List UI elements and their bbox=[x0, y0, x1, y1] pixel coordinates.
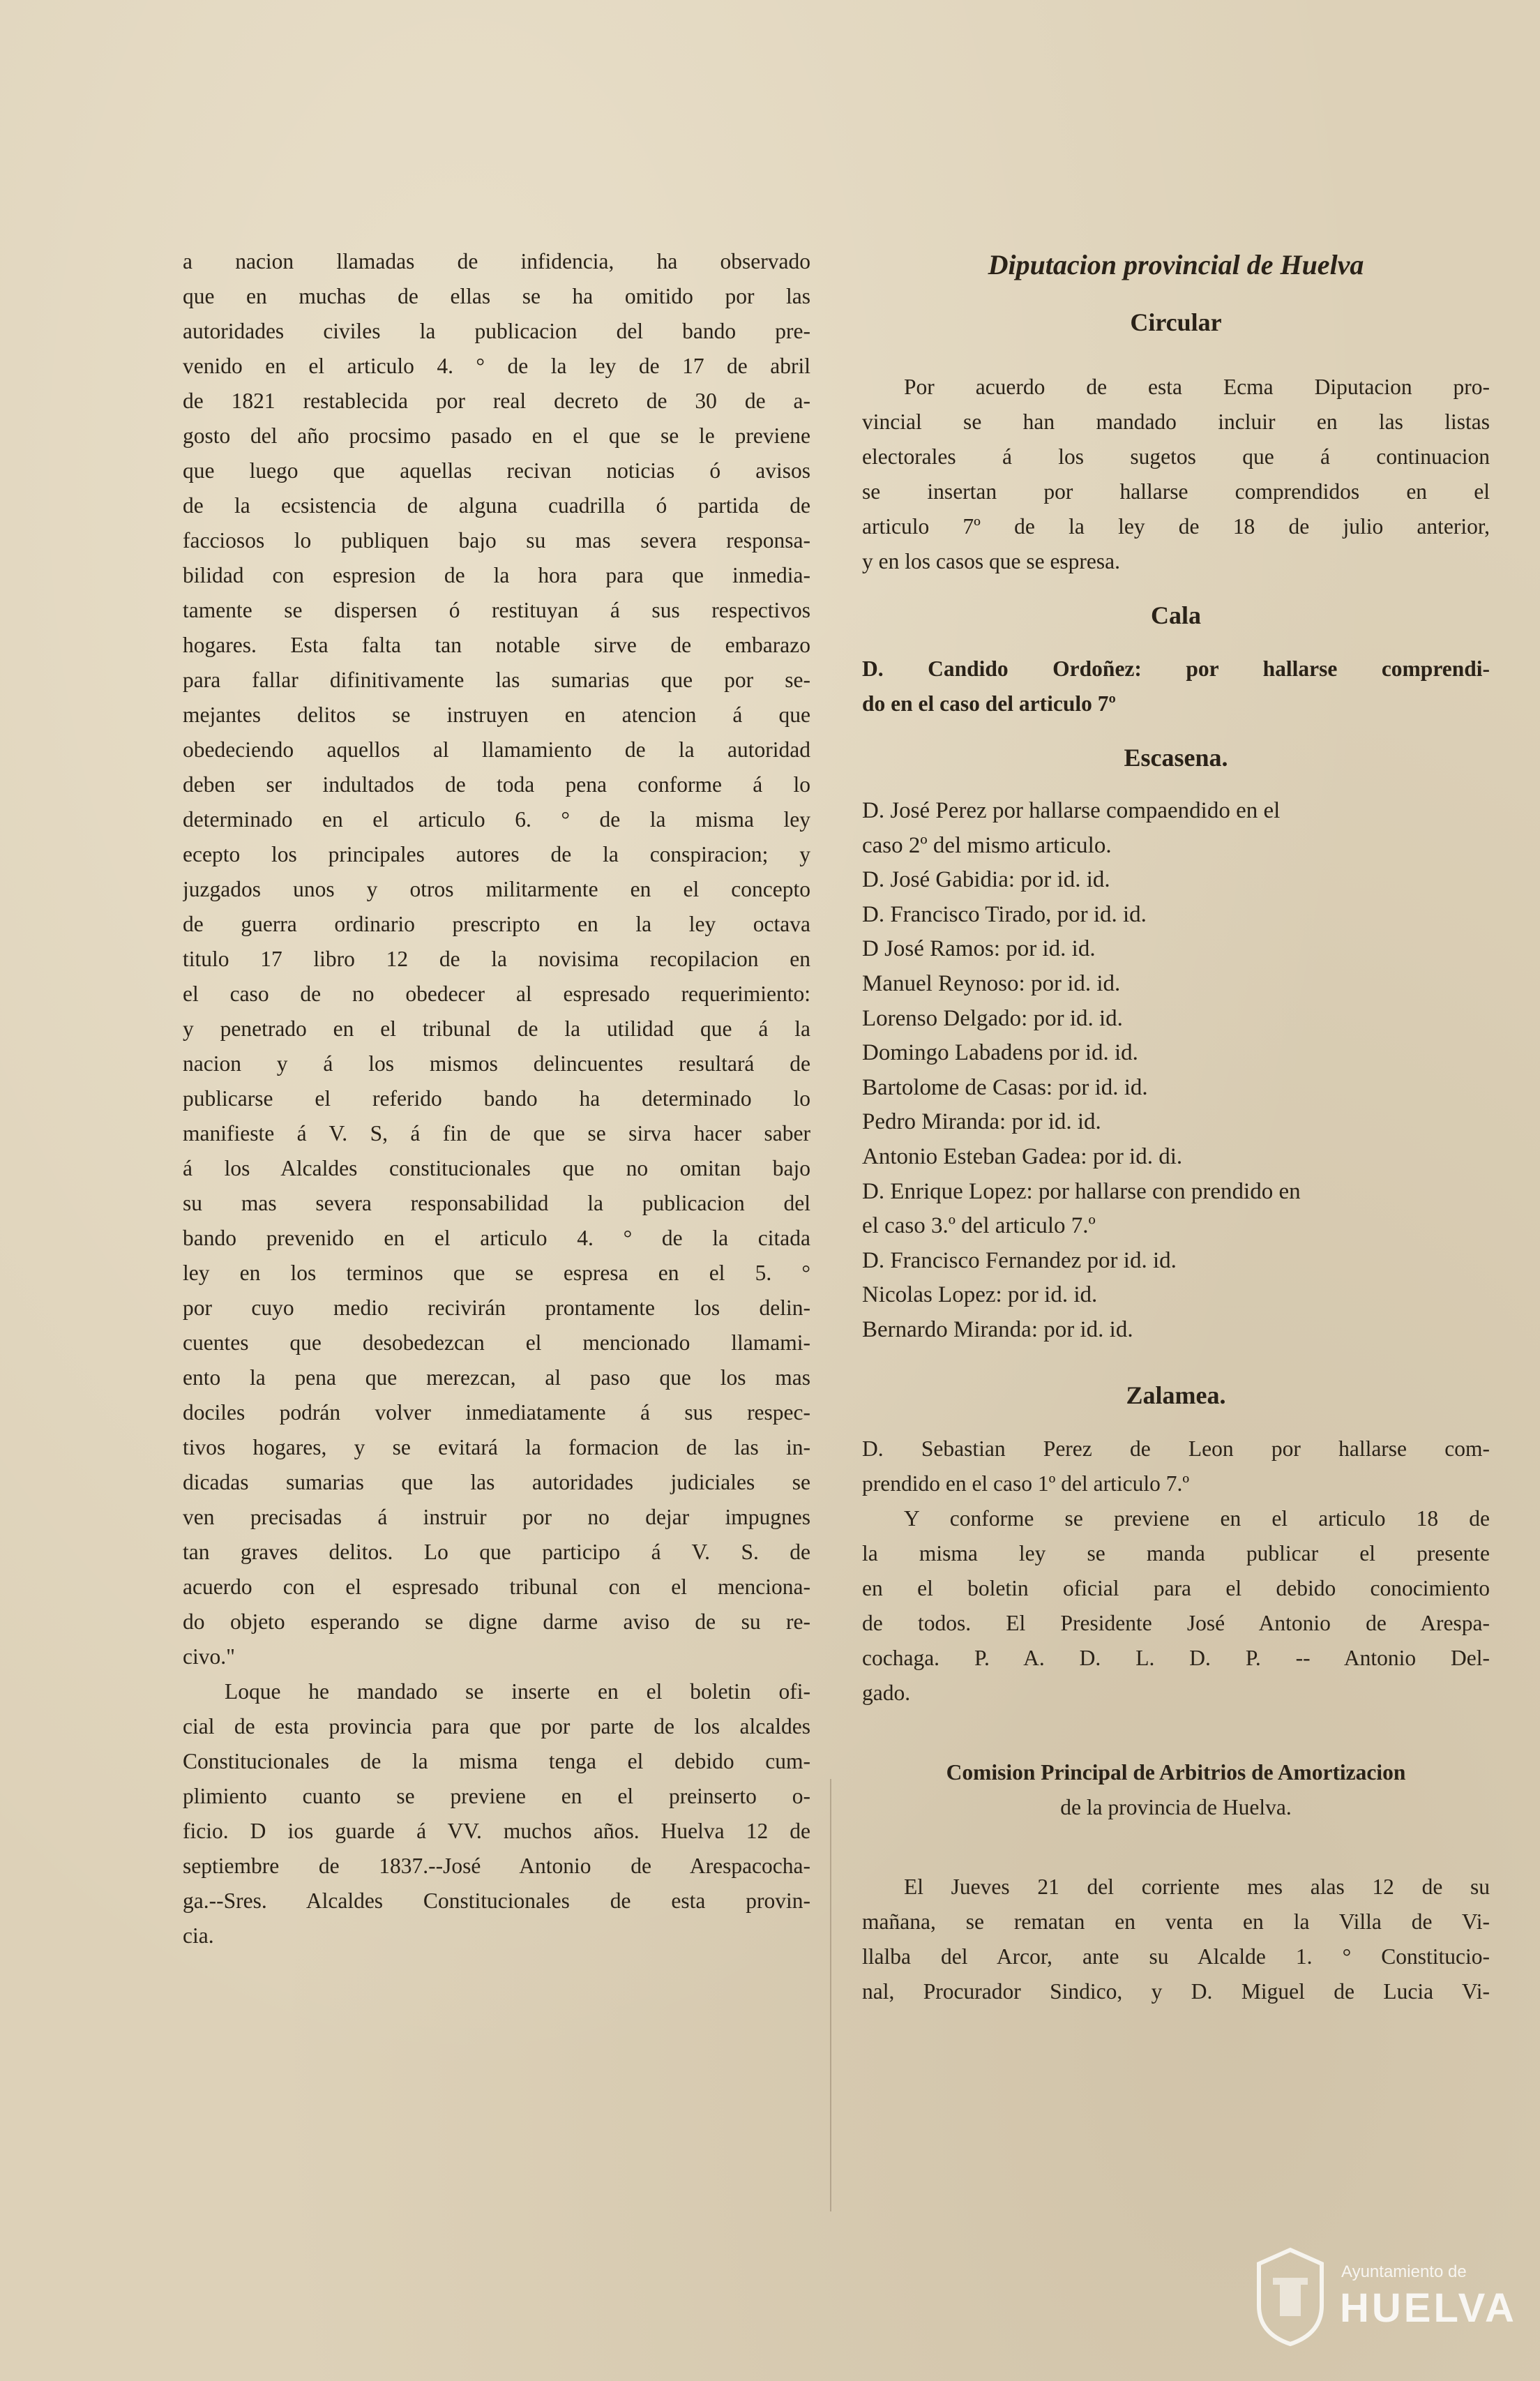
list-item: Antonio Esteban Gadea: por id. di. bbox=[862, 1143, 1183, 1169]
text-line: y en los casos que se espresa. bbox=[862, 549, 1121, 573]
list-item: D. José Perez por hallarse compaendido en el bbox=[862, 798, 1281, 823]
text-line: vincial se han mandado incluir en las listas bbox=[862, 410, 1490, 434]
text-line: do objeto esperando se digne darme aviso de su re- bbox=[183, 1609, 810, 1634]
section-heading-zalamea: Zalamea. bbox=[1126, 1381, 1226, 1409]
text-line: tamente se dispersen ó restituyan á sus respectivos bbox=[183, 598, 810, 622]
column-divider bbox=[830, 1779, 831, 2211]
list-item: Pedro Miranda: por id. id. bbox=[862, 1109, 1101, 1135]
section-heading-comision: Comision Principal de Arbitrios de Amortizacion bbox=[946, 1759, 1406, 1785]
watermark-big-text: HUELVA bbox=[1340, 2285, 1517, 2331]
text-line: que en muchas de ellas se ha omitido por las bbox=[183, 284, 810, 308]
text-line: autoridades civiles la publicacion del bando pre- bbox=[183, 319, 810, 343]
text-line: dociles podrán volver inmediatamente á sus respec- bbox=[183, 1400, 810, 1425]
section-title: Diputacion provincial de Huelva bbox=[988, 249, 1364, 280]
text-line: su mas severa responsabilidad la publicacion del bbox=[183, 1191, 810, 1215]
text-line: á los Alcaldes constitucionales que no omitan bajo bbox=[183, 1156, 810, 1180]
text-line: el caso de no obedecer al espresado requerimiento: bbox=[183, 982, 810, 1006]
text-line: cuentes que desobedezcan el mencionado llamami- bbox=[183, 1330, 810, 1355]
list-item: Domingo Labadens por id. id. bbox=[862, 1040, 1138, 1066]
list-item: Manuel Reynoso: por id. id. bbox=[862, 970, 1121, 996]
text-line: ven precisadas á instruir por no dejar impugnes bbox=[183, 1505, 810, 1529]
text-line: cochaga. P. A. D. L. D. P. -- Antonio Del- bbox=[862, 1645, 1490, 1670]
text-line: articulo 7º de la ley de 18 de julio anterior, bbox=[862, 514, 1490, 539]
text-line: titulo 17 libro 12 de la novisima recopilacion en bbox=[183, 947, 810, 971]
text-line: cial de esta provincia para que por parte de los alcaldes bbox=[183, 1714, 810, 1738]
text-line: de todos. El Presidente José Antonio de Arespa- bbox=[862, 1610, 1490, 1635]
text-line: que luego que aquellas recivan noticias ó avisos bbox=[183, 458, 810, 483]
text-line: plimiento cuanto se previene en el preinserto o- bbox=[183, 1784, 810, 1808]
text-line: de la ecsistencia de alguna cuadrilla ó partida de bbox=[183, 493, 810, 518]
text-line: ento la pena que merezcan, al paso que los mas bbox=[183, 1365, 810, 1390]
text-line: nal, Procurador Sindico, y D. Miguel de Lucia Vi- bbox=[862, 1978, 1490, 2004]
right-column bbox=[862, 244, 1490, 2009]
text-line: publicarse el referido bando ha determinado lo bbox=[183, 1086, 810, 1111]
text-line: ga.--Sres. Alcaldes Constitucionales de esta provin- bbox=[183, 1888, 810, 1913]
text-line: de guerra ordinario prescripto en la ley octava bbox=[183, 912, 810, 936]
section-heading-circular: Circular bbox=[1130, 308, 1222, 336]
section-heading-comision-sub: de la provincia de Huelva. bbox=[1060, 1794, 1292, 1819]
list-item: Lorenso Delgado: por id. id. bbox=[862, 1005, 1123, 1031]
text-line: civo." bbox=[183, 1644, 235, 1669]
list-item: D. Enrique Lopez: por hallarse con prendido en bbox=[862, 1178, 1301, 1204]
list-item: Nicolas Lopez: por id. id. bbox=[862, 1282, 1098, 1308]
text-line: nacion y á los mismos delincuentes resultará de bbox=[183, 1051, 810, 1076]
text-line: bilidad con espresion de la hora para que inmedia- bbox=[183, 563, 810, 587]
text-line: acuerdo con el espresado tribunal con el menciona- bbox=[183, 1575, 810, 1599]
text-line: llalba del Arcor, ante su Alcalde 1. ° Constitucio- bbox=[862, 1944, 1490, 1969]
text-line: obedeciendo aquellos al llamamiento de la autoridad bbox=[183, 737, 810, 762]
text-line: de 1821 restablecida por real decreto de 30 de a- bbox=[183, 389, 810, 413]
text-line: facciosos lo publiquen bajo su mas severa responsa- bbox=[183, 528, 810, 553]
text-line: Loque he mandado se inserte en el boletin ofi- bbox=[225, 1679, 810, 1704]
text-line: gado. bbox=[862, 1680, 911, 1705]
text-line: a nacion llamadas de infidencia, ha observado bbox=[183, 249, 810, 273]
text-line: cia. bbox=[183, 1923, 214, 1948]
list-item: D. Francisco Tirado, por id. id. bbox=[862, 901, 1147, 927]
text-line: y penetrado en el tribunal de la utilidad que á la bbox=[183, 1016, 810, 1041]
text-line: se insertan por hallarse comprendidos en el bbox=[862, 479, 1490, 504]
text-line: en el boletin oficial para el debido conocimiento bbox=[862, 1575, 1490, 1600]
text-line: tan graves delitos. Lo que participo á V. S. de bbox=[183, 1540, 810, 1564]
text-line: Constitucionales de la misma tenga el debido cum- bbox=[183, 1749, 810, 1773]
text-line: ecepto los principales autores de la conspiracion; y bbox=[183, 842, 810, 866]
text-line: dicadas sumarias que las autoridades judiciales se bbox=[183, 1470, 810, 1494]
archive-watermark bbox=[1252, 2243, 1517, 2354]
section-heading-cala: Cala bbox=[1151, 601, 1201, 629]
text-line: ficio. D ios guarde á VV. muchos años. Huelva 12 de bbox=[183, 1819, 810, 1843]
text-line: deben ser indultados de toda pena conforme á lo bbox=[183, 772, 810, 797]
list-item: caso 2º del mismo articulo. bbox=[862, 832, 1112, 858]
text-line: ley en los terminos que se espresa en el 5. ° bbox=[183, 1261, 810, 1285]
text-line: juzgados unos y otros militarmente en el concepto bbox=[183, 877, 810, 901]
text-line: D. Sebastian Perez de Leon por hallarse com- bbox=[862, 1436, 1490, 1461]
list-item: Bartolome de Casas: por id. id. bbox=[862, 1074, 1148, 1100]
list-item: D José Ramos: por id. id. bbox=[862, 936, 1096, 962]
text-line: do en el caso del articulo 7º bbox=[862, 691, 1116, 716]
text-line: electorales á los sugetos que á continuacion bbox=[862, 444, 1490, 469]
text-line: septiembre de 1837.--José Antonio de Arespacocha- bbox=[183, 1854, 810, 1878]
text-line: manifieste á V. S, á fin de que se sirva hacer saber bbox=[183, 1121, 810, 1146]
text-line: la misma ley se manda publicar el presente bbox=[862, 1540, 1490, 1565]
list-item: D. Francisco Fernandez por id. id. bbox=[862, 1247, 1177, 1273]
text-line: El Jueves 21 del corriente mes alas 12 de su bbox=[904, 1874, 1490, 1899]
text-line: para fallar difinitivamente las sumarias que por se- bbox=[183, 668, 810, 692]
text-line: determinado en el articulo 6. ° de la misma ley bbox=[183, 807, 810, 832]
text-line: mañana, se rematan en venta en la Villa de Vi- bbox=[862, 1909, 1490, 1934]
text-line: tivos hogares, y se evitará la formacion de las in- bbox=[183, 1435, 810, 1459]
text-line: bando prevenido en el articulo 4. ° de la citada bbox=[183, 1226, 810, 1250]
text-line: gosto del año procsimo pasado en el que se le previene bbox=[183, 423, 810, 448]
watermark-small-text: Ayuntamiento de bbox=[1341, 2262, 1467, 2281]
text-line: por cuyo medio recivirán prontamente los delin- bbox=[183, 1295, 810, 1320]
list-item: Bernardo Miranda: por id. id. bbox=[862, 1316, 1133, 1342]
text-line: prendido en el caso 1º del articulo 7.º bbox=[862, 1471, 1190, 1496]
list-item: el caso 3.º del articulo 7.º bbox=[862, 1213, 1096, 1239]
section-heading-escasena: Escasena. bbox=[1124, 744, 1228, 772]
coat-of-arms-icon bbox=[1252, 2243, 1329, 2348]
text-line: Y conforme se previene en el articulo 18 de bbox=[904, 1505, 1490, 1531]
text-line: mejantes delitos se instruyen en atencion á que bbox=[183, 703, 810, 727]
text-line: venido en el articulo 4. ° de la ley de 17 de abril bbox=[183, 354, 810, 378]
text-line: Por acuerdo de esta Ecma Diputacion pro- bbox=[904, 375, 1490, 399]
list-item: D. José Gabidia: por id. id. bbox=[862, 867, 1110, 893]
left-column bbox=[183, 244, 810, 1953]
text-line: D. Candido Ordoñez: por hallarse comprendi- bbox=[862, 656, 1490, 681]
text-line: hogares. Esta falta tan notable sirve de embarazo bbox=[183, 633, 810, 657]
